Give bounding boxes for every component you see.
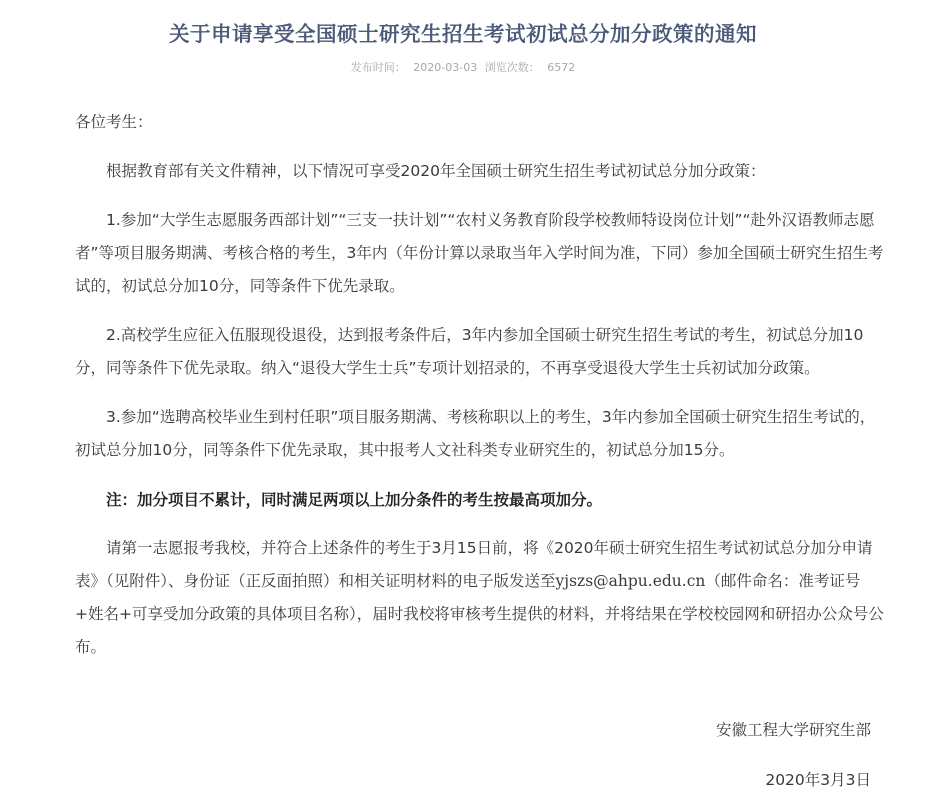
article-meta [0,60,926,76]
note-paragraph: 注：加分项目不累计，同时满足两项以上加分条件的考生按最高项加分。 [106,490,603,509]
instructions-paragraph [75,532,885,664]
article-body [75,106,885,680]
views-label: 浏览次数： [484,61,540,74]
page-title: 关于申请享受全国硕士研究生招生考试初试总分加分政策的通知 [169,21,757,46]
instructions-text-after: （邮件命名：准考证号+姓名+可享受加分政策的具体项目名称），届时我校将审核考生提供的材料，并将结果在学校校园网和研招办公众号公布。 [75,572,884,656]
policy-item-1: 1.参加“大学生志愿服务西部计划”“三支一扶计划”“农村义务教育阶段学校教师特设岗位计划”“赴外汉语教师志愿者”等项目服务期满、考核合格的考生，3年内（年份计算以录取当年入学时间为准，下同）参加全国硕士研究生招生考试的，初试总分加10分，同等条件下优先录取。 [75,211,884,295]
instructions-text-before: 请第一志愿报考我校，并符合上述条件的考生于3月15日前，将《2020年硕士研究生招生考试初试总分加分申请表》（见附件）、身份证（正反面拍照）和相关证明材料的电子版发送至 [75,539,873,590]
signature-date: 2020年3月3日 [765,771,871,789]
views-count: 6572 [547,61,576,74]
policy-item-3: 3.参加“选聘高校毕业生到村任职”项目服务期满、考核称职以上的考生，3年内参加全国硕士研究生招生考试的，初试总分加10分，同等条件下优先录取，其中报考人文社科类专业研究生的，初试总分加15分。 [75,408,876,459]
intro-paragraph: 根据教育部有关文件精神，以下情况可享受2020年全国硕士研究生招生考试初试总分加分政策： [106,162,766,180]
contact-email: yjszs@ahpu.edu.cn [555,572,706,590]
signature-organization: 安徽工程大学研究生部 [715,721,871,739]
publish-date: 2020-03-03 [413,61,478,74]
publish-label: 发布时间： [350,61,406,74]
greeting: 各位考生： [75,113,153,131]
policy-item-2: 2.高校学生应征入伍服现役退役，达到报考条件后，3年内参加全国硕士研究生招生考试的考生，初试总分加10分，同等条件下优先录取。纳入“退役大学生士兵”专项计划招录的，不再享受退役大学生士兵初试加分政策。 [75,326,864,377]
